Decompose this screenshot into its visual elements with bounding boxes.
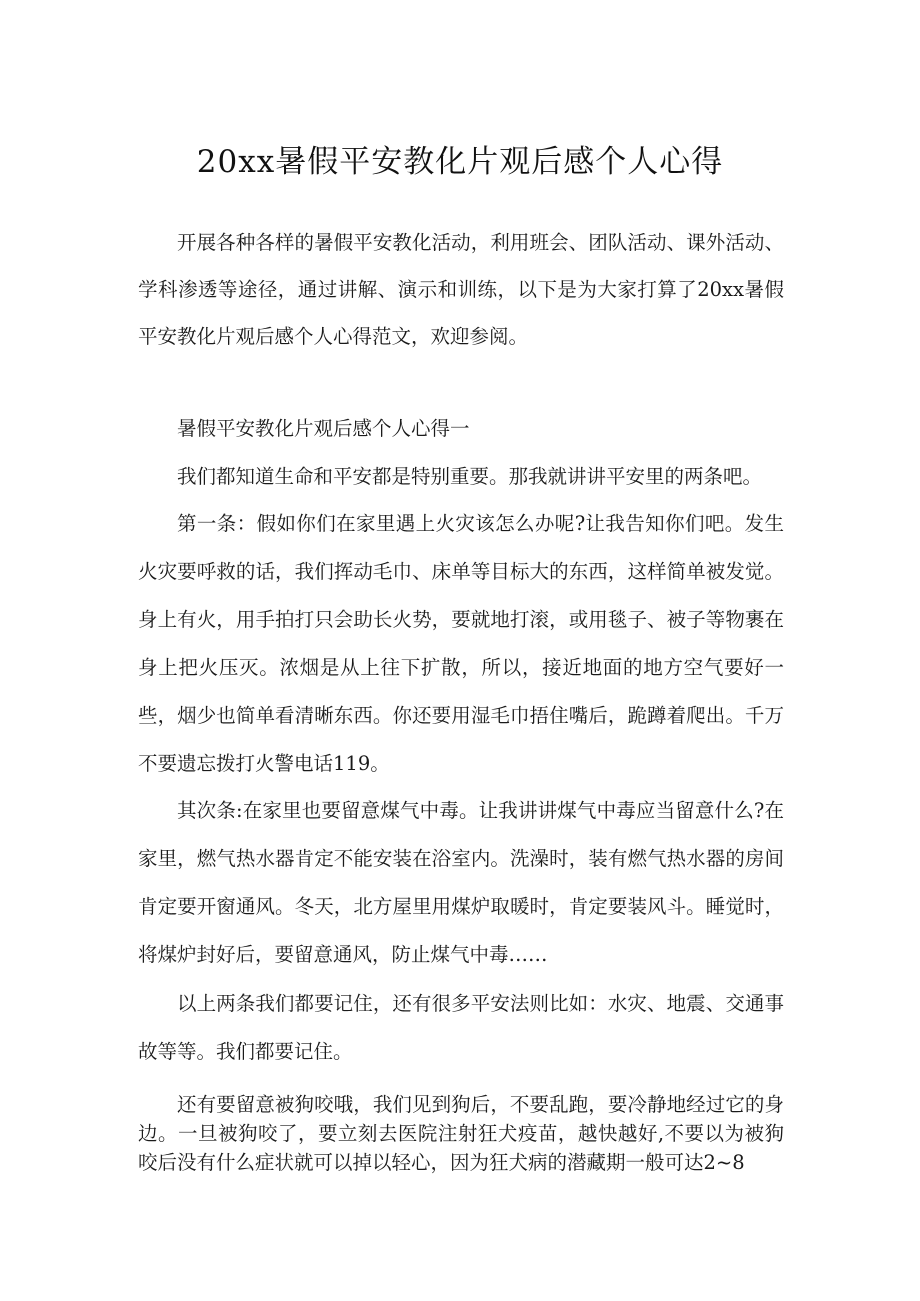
intro-paragraph: 开展各种各样的暑假平安教化活动，利用班会、团队活动、课外活动、学科渗透等途径，通过讲解、演示和训练，以下是为大家打算了20xx暑假平安教化片观后感个人心得范文，欢迎参阅。 — [138, 231, 784, 348]
body-paragraph-2: 第一条：假如你们在家里遇上火灾该怎么办呢?让我告知你们吧。发生火灾要呼救的话，我们挥动毛巾、床单等目标大的东西，这样简单被发觉。身上有火，用手拍打只会助长火势，要就地打滚，或用毯子、被子等物裹在身上把火压灭。浓烟是从上往下扩散，所以，接近地面的地方空气要好一些，烟少也简单看清晰东西。你还要用湿毛巾捂住嘴后，跪蹲着爬出。千万不要遗忘拨打火警电话119。 — [138, 512, 784, 775]
body-paragraph-1: 我们都知道生命和平安都是特别重要。那我就讲讲平安里的两条吧。 — [177, 465, 763, 488]
body-paragraph-3: 其次条:在家里也要留意煤气中毒。让我讲讲煤气中毒应当留意什么?在家里，燃气热水器肯定不能安装在浴室内。洗澡时，装有燃气热水器的房间肯定要开窗通风。冬天，北方屋里用煤炉取暖时，肯定要装风斗。睡觉时，将煤炉封好后，要留意通风，防止煤气中毒…… — [138, 799, 784, 966]
body-paragraph-4: 以上两条我们都要记住，还有很多平安法则比如：水灾、地震、交通事故等等。我们都要记住。 — [138, 992, 784, 1063]
page-title: 20xx暑假平安教化片观后感个人心得 — [196, 144, 724, 180]
body-paragraph-5: 还有要留意被狗咬哦，我们见到狗后，不要乱跑，要冷静地经过它的身边。一旦被狗咬了，要立刻去医院注射狂犬疫苗，越快越好,不要以为被狗咬后没有什么症状就可以掉以轻心，因为狂犬病的潜藏期一般可达2~8 — [138, 1093, 784, 1174]
section-heading: 暑假平安教化片观后感个人心得一 — [177, 417, 470, 440]
